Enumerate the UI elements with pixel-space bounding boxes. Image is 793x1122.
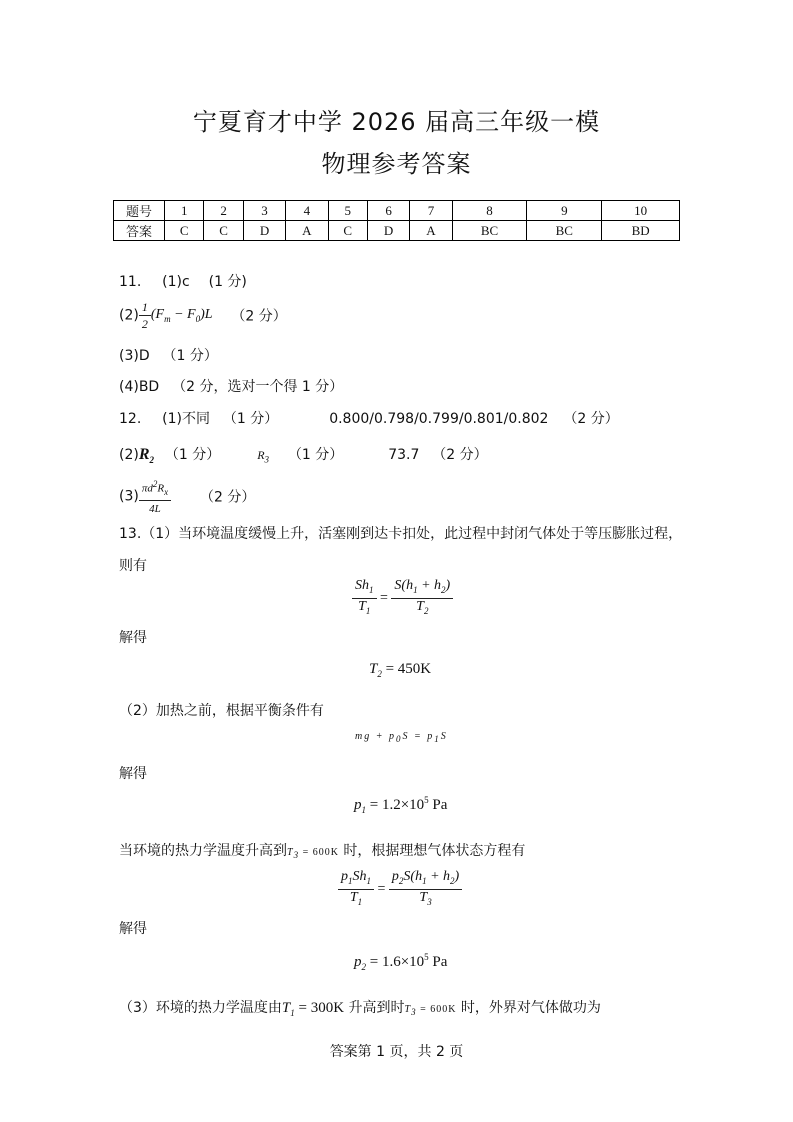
table-cell: C (328, 221, 367, 241)
table-cell: 8 (452, 201, 527, 221)
table-cell: 2 (204, 201, 243, 221)
table-cell: 7 (410, 201, 452, 221)
table-cell: A (410, 221, 452, 241)
table-cell: 6 (367, 201, 409, 221)
formula: $R_3$ (257, 448, 270, 465)
table-cell: A (286, 221, 328, 241)
row-label-number: 题号 (114, 201, 165, 221)
q12-line3: (3) $\frac{\pi d^2R_x}{4L}$ （2 分） (119, 476, 255, 517)
q13-part3-text: （3）环境的热力学温度由$T_1 = 300K$ 升高到时$T_3 = 600K$ 时，外界对气体做功为 (119, 1000, 601, 1018)
table-cell: C (165, 221, 204, 241)
table-cell: D (243, 221, 285, 241)
q13-part1-text2: 则有 (119, 558, 147, 574)
q13-part1-text: 13.（1）当环境温度缓慢上升，活塞刚到达卡扣处，此过程中封闭气体处于等压膨胀过程， (119, 526, 683, 542)
table-cell: 5 (328, 201, 367, 221)
table-cell: 9 (527, 201, 602, 221)
solve-label: 解得 (119, 921, 147, 937)
table-cell: C (204, 221, 243, 241)
solve-label: 解得 (119, 766, 147, 782)
table-cell: 4 (286, 201, 328, 221)
q12-line2: $(2)R_2$ （1 分） $R_3$ （1 分） 73.7 （2 分） (119, 446, 488, 466)
equation-2: mg + $p_0S = p_1S$ (355, 731, 448, 744)
document-subtitle: 物理参考答案 (321, 150, 472, 178)
table-row (114, 201, 680, 221)
q12-line1: 12. (1)不同 （1 分） 0.800/0.798/0.799/0.801/0.802 （2 分） (119, 411, 619, 427)
fraction: $\frac{1}{2}$ (139, 299, 151, 332)
page-footer: 答案第 1 页，共 2 页 (329, 1044, 464, 1060)
formula: $R_2$ (138, 446, 155, 466)
table-cell: BC (527, 221, 602, 241)
result-2: $p_1 = 1.2\times 10^5$ Pa (354, 795, 448, 815)
q11-line2: (2) $\frac{1}{2}$ $(F_m - F_0)L$ （2 分） (119, 300, 287, 331)
row-label-answer: 答案 (114, 221, 165, 241)
q11-line3: (3)D （1 分） (119, 348, 218, 364)
table-cell: 10 (602, 201, 680, 221)
q13-part2-text: （2）加热之前，根据平衡条件有 (119, 703, 324, 719)
q11-line4: (4)BD （2 分，选对一个得 1 分） (119, 379, 344, 395)
formula: $T_3 = 600K$ (404, 1004, 457, 1017)
fraction: $\frac{\pi d^2R_x}{4L}$ (139, 476, 171, 517)
q13-part2-text2: 当环境的热力学温度升高到$T_3 = 600K$ 时，根据理想气体状态方程有 (119, 843, 526, 860)
formula: $T_1 = 300K$ (281, 1000, 345, 1018)
table-cell: 1 (165, 201, 204, 221)
document-title: 宁夏育才中学 2026 届高三年级一模 (192, 108, 601, 136)
answer-table (113, 200, 680, 241)
formula: $T_3 = 600K$ (287, 847, 339, 860)
table-cell: BC (452, 221, 527, 241)
table-cell: D (367, 221, 409, 241)
result-1: $T_2 = 450K$ (369, 661, 432, 679)
q11-line1: 11. (1)c (1 分) (119, 274, 247, 290)
solve-label: 解得 (119, 630, 147, 646)
table-row (114, 221, 680, 241)
table-cell: 3 (243, 201, 285, 221)
table-cell: BD (602, 221, 680, 241)
result-3: $p_2 = 1.6\times 10^5$ Pa (354, 952, 448, 972)
equation-3: $\frac{p_1Sh_1}{T_1}$ = $\frac{p_2S(h_1 + h_2)}{T_3}$ (338, 869, 462, 910)
formula: $(F_m - F_0)L$ (150, 307, 213, 324)
equation-1: $\frac{Sh_1}{T_1}$ = $\frac{S(h_1 + h_2)}{T_2}$ (352, 578, 453, 619)
